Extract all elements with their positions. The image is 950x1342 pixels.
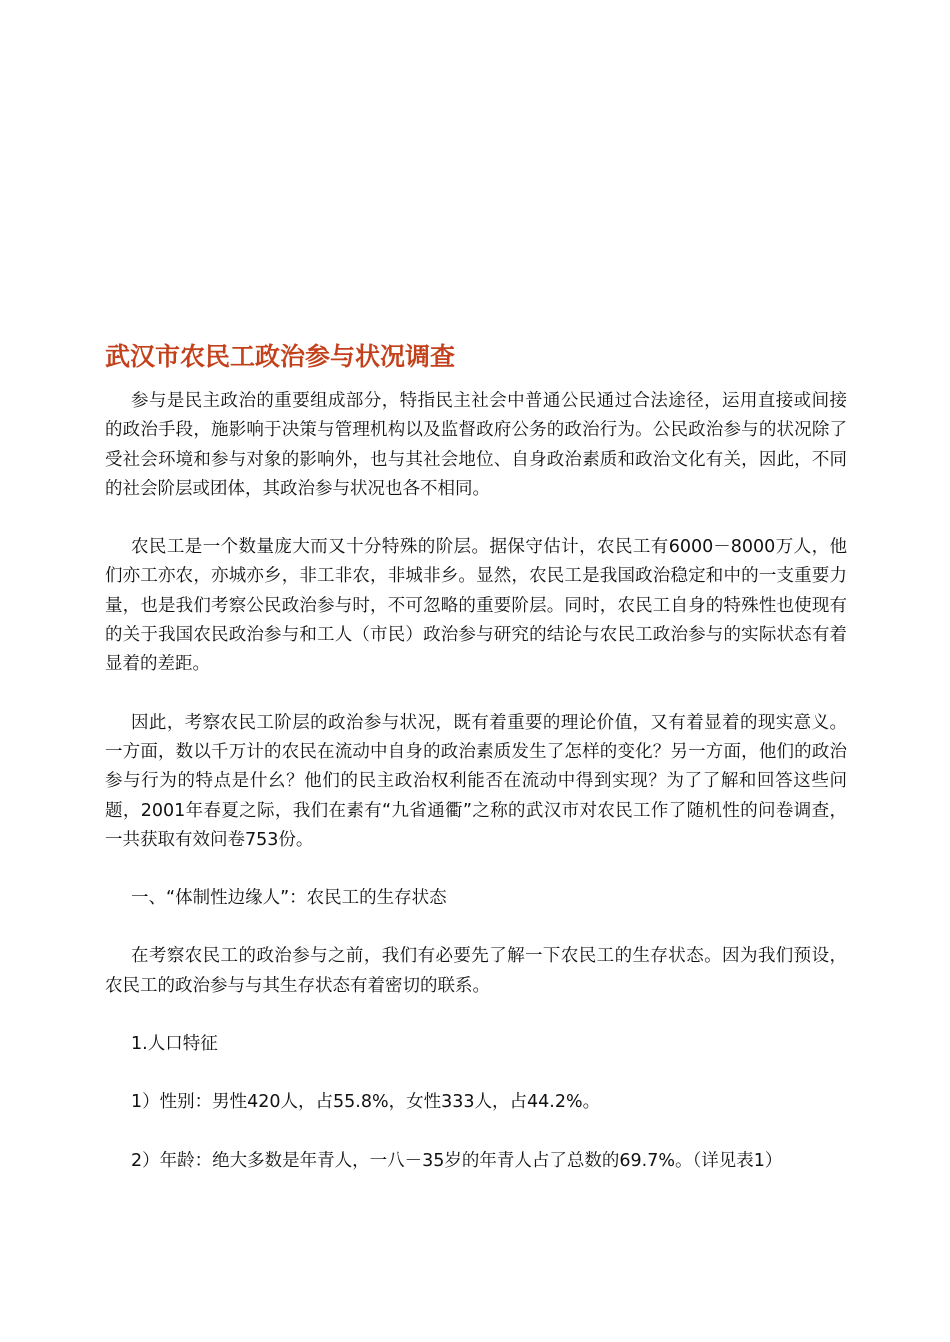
subsection-heading-1: 1.人口特征 xyxy=(131,1034,218,1055)
paragraph-significance: 因此，考察农民工阶层的政治参与状况，既有着重要的理论价值，又有着显着的现实意义。一方面，数以千万计的农民在流动中自身的政治素质发生了怎样的变化？另一方面，他们的政治参与行为的特点是什幺？他们的民主政治权利能否在流动中得到实现？为了了解和回答这些问题，2001年春夏之际，我们在素有“九省通衢”之称的武汉市对农民工作了随机性的问卷调查，一共获取有效问卷753份。 xyxy=(105,712,847,850)
paragraph-migrant-workers: 农民工是一个数量庞大而又十分特殊的阶层。据保守估计，农民工有6000－8000万人，他们亦工亦农，亦城亦乡，非工非农，非城非乡。显然，农民工是我国政治稳定和中的一支重要力量，也是我们考察公民政治参与时，不可忽略的重要阶层。同时，农民工自身的特殊性也使现有的关于我国农民政治参与和工人（市民）政治参与研究的结论与农民工政治参与的实际状态有着显着的差距。 xyxy=(105,537,847,675)
paragraph-intro: 参与是民主政治的重要组成部分，特指民主社会中普通公民通过合法途径，运用直接或间接的政治手段，施影响于决策与管理机构以及监督政府公务的政治行为。公民政治参与的状况除了受社会环境和参与对象的影响外，也与其社会地位、自身政治素质和政治文化有关，因此，不同的社会阶层或团体，其政治参与状况也各不相同。 xyxy=(105,391,847,499)
section-heading-1: 一、“体制性边缘人”：农民工的生存状态 xyxy=(131,888,447,909)
paragraph-survival-state: 在考察农民工的政治参与之前，我们有必要先了解一下农民工的生存状态。因为我们预设，农民工的政治参与与其生存状态有着密切的联系。 xyxy=(105,946,847,996)
list-item-age: 2）年龄：绝大多数是年青人，一八－35岁的年青人占了总数的69.7%。（详见表1） xyxy=(131,1150,783,1171)
document-title: 武汉市农民工政治参与状况调查 xyxy=(105,342,456,371)
list-item-gender: 1）性别：男性420人，占55.8%，女性333人，占44.2%。 xyxy=(131,1092,601,1113)
document-body xyxy=(105,337,847,1205)
